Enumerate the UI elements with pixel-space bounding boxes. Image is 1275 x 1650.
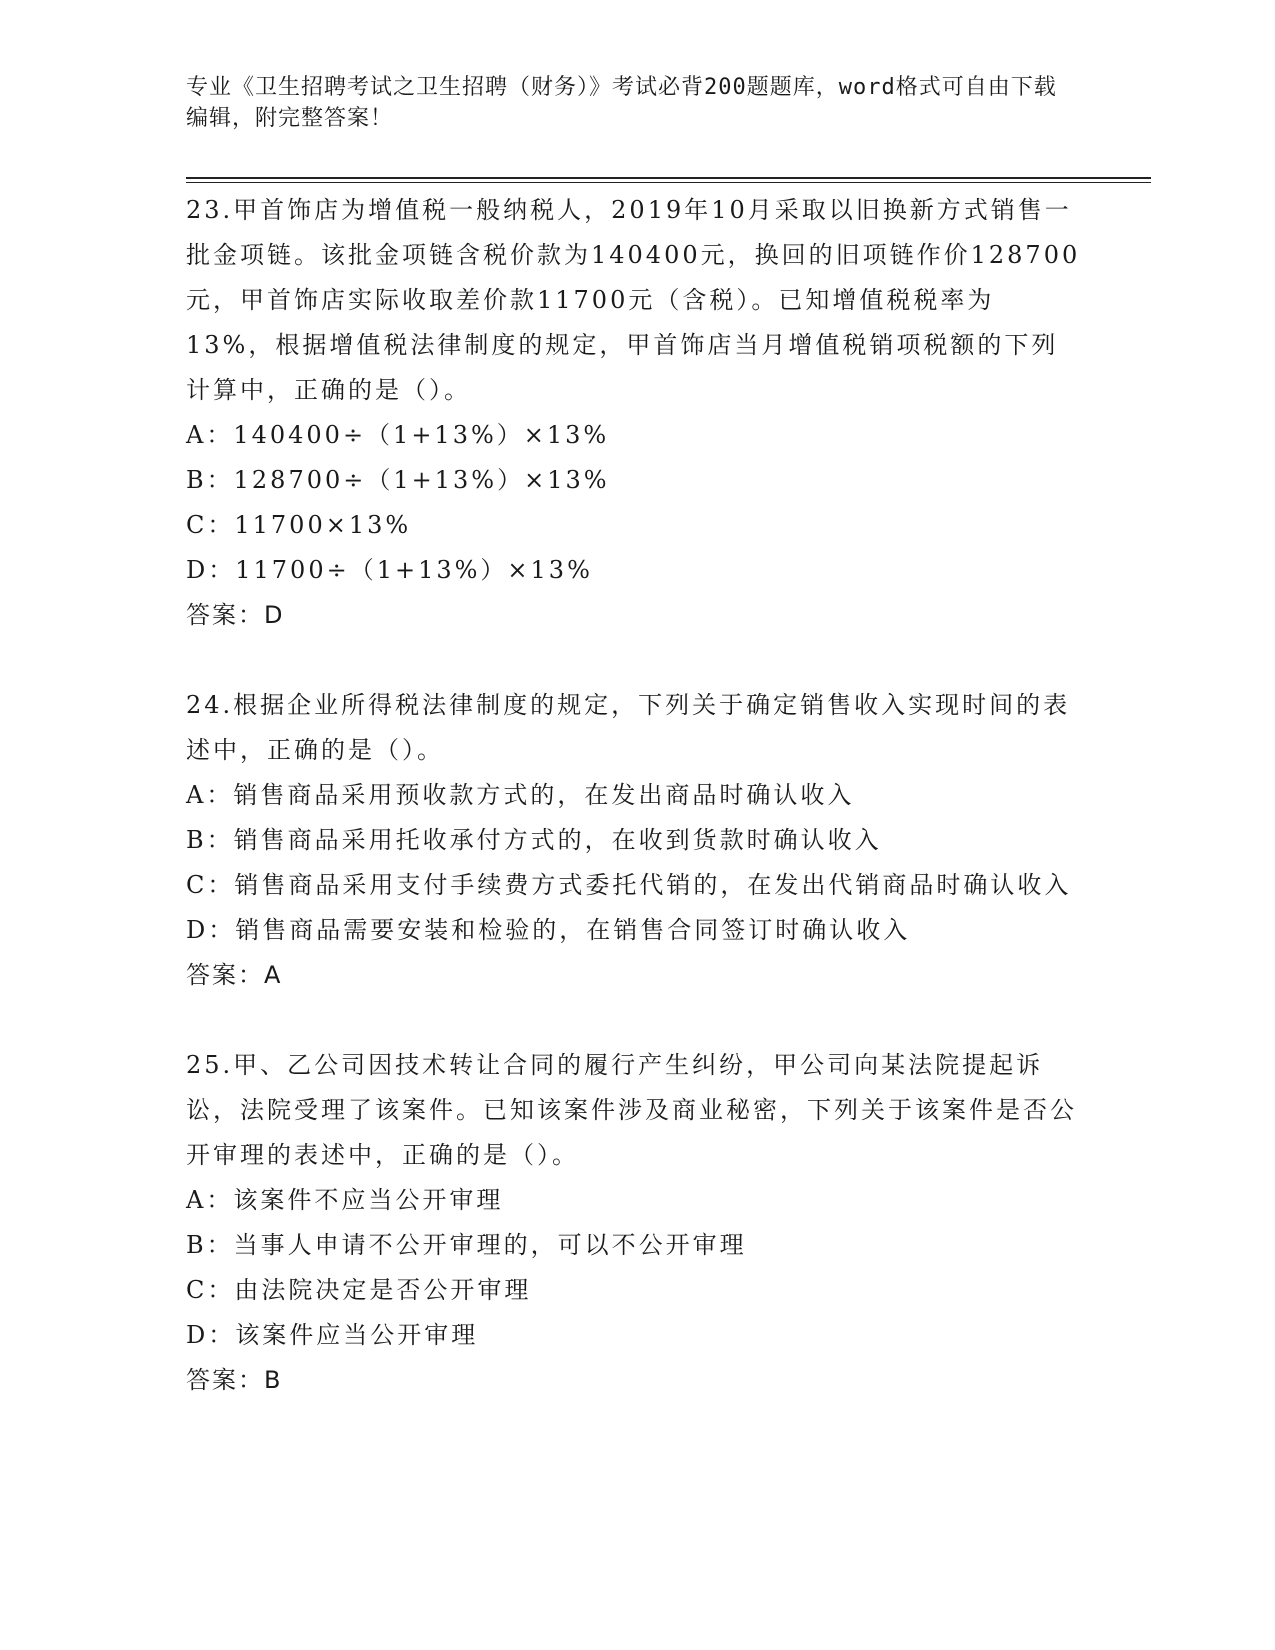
question-option-c: C：11700×13% — [186, 511, 412, 539]
question-item — [186, 188, 1081, 638]
question-item — [186, 1043, 1081, 1403]
question-option-b: B：当事人申请不公开审理的，可以不公开审理 — [186, 1231, 747, 1259]
question-option-c: C：由法院决定是否公开审理 — [186, 1276, 532, 1304]
header-divider-thin — [186, 182, 1151, 183]
question-option-d: D：11700÷（1+13%）×13% — [186, 556, 593, 584]
question-answer: 答案：B — [186, 1366, 283, 1394]
question-stem: 23.甲首饰店为增值税一般纳税人，2019年10月采取以旧换新方式销售一批金项链。该批金项链含税价款为140400元，换回的旧项链作价128700元，甲首饰店实际收取差价款11700元（含税）。已知增值税税率为13%，根据增值税法律制度的规定，甲首饰店当月增值税销项税额的下列计算中，正确的是（）。 — [186, 196, 1081, 404]
document-header: 专业《卫生招聘考试之卫生招聘（财务）》考试必背200题题库，word格式可自由下载编辑，附完整答案！ — [186, 75, 1057, 131]
question-item — [186, 683, 1081, 998]
question-option-d: D：该案件应当公开审理 — [186, 1321, 479, 1349]
header-divider-thick — [186, 177, 1151, 179]
question-option-a: A：销售商品采用预收款方式的，在发出商品时确认收入 — [186, 781, 855, 809]
question-option-d: D：销售商品需要安装和检验的，在销售合同签订时确认收入 — [186, 916, 911, 944]
question-stem: 24.根据企业所得税法律制度的规定，下列关于确定销售收入实现时间的表述中，正确的是（）。 — [186, 691, 1071, 764]
question-option-b: B：128700÷（1+13%）×13% — [186, 466, 610, 494]
question-option-a: A：该案件不应当公开审理 — [186, 1186, 504, 1214]
question-option-a: A：140400÷（1+13%）×13% — [186, 421, 610, 449]
question-answer: 答案：A — [186, 961, 283, 989]
question-answer: 答案：D — [186, 601, 285, 629]
question-stem: 25.甲、乙公司因技术转让合同的履行产生纠纷，甲公司向某法院提起诉讼，法院受理了该案件。已知该案件涉及商业秘密，下列关于该案件是否公开审理的表述中，正确的是（）。 — [186, 1051, 1077, 1169]
question-list — [186, 188, 1081, 1448]
question-option-c: C：销售商品采用支付手续费方式委托代销的，在发出代销商品时确认收入 — [186, 871, 1072, 899]
question-option-b: B：销售商品采用托收承付方式的，在收到货款时确认收入 — [186, 826, 882, 854]
